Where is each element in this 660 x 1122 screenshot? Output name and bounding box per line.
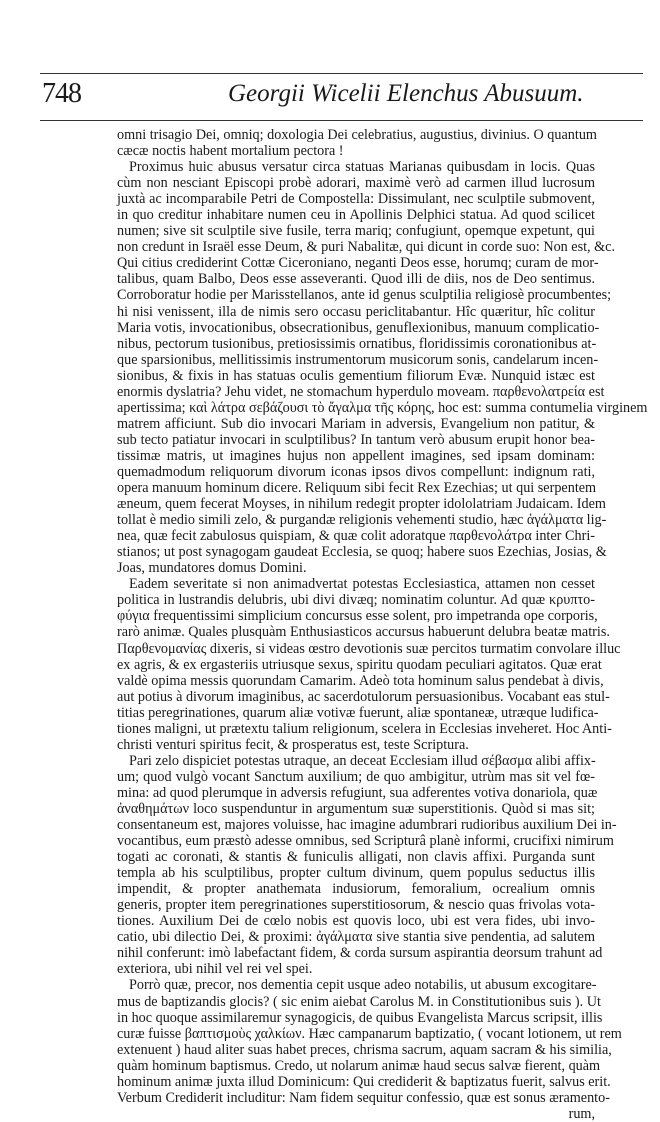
text-line: tiones maligni, ut prætextu talium religionum, scelera in Ecclesias inveheret. Hoc Anti- — [117, 720, 612, 737]
text-line: christi venturi spiritus fecit, & prosperatus est, teste Scriptura. — [117, 736, 469, 753]
text-line: aut potius à divorum imaginibus, ac sacerdotulorum persuasionibus. Vocabant eas stul- — [117, 688, 610, 705]
text-line: generis, propter item peregrinationes superstitiosorum, & nescio quas frivolas vota- — [117, 897, 595, 914]
text-line: in hoc quoque assimilaremur synagogicis, de quibus Evangelista Marcus scripsit, illis — [117, 1009, 603, 1026]
text-line: opera manuum hominum dicere. Reliquum sibi fecit Rex Ezechias; ut qui serpentem — [117, 480, 597, 497]
text-line: ex agris, & ex ergasteriis utriusque sexus, spiritu quodam peculiari agitatos. Quæ erat — [117, 656, 602, 673]
text-line: non credunt in Israël esse Deum, & puri Nabalitæ, qui dicunt in corde suo: Non est, &c. — [117, 239, 616, 256]
text-line: sub tecto patiatur invocari in sculptilibus? In tantum verò abusum erupit honor bea- — [117, 431, 595, 448]
text-line: tiones. Auxilium Dei de cœlo nobis est quovis loco, ubi est vera fides, ubi invo- — [117, 913, 595, 930]
text-line: vocantibus, eum præstò adesse omnibus, sed Scripturâ planè informi, crucifixi nimirum — [117, 833, 614, 850]
text-line: enormis dyslatria? Jehu videt, ne stomachum hyperdulo moveam. παρθενολατρεία est — [117, 383, 605, 400]
text-line: Eadem severitate si non animadvertat potestas Ecclesiastica, attamen non cesset — [129, 576, 595, 593]
text-line: Porrò quæ, precor, nos dementia cepit usque adeo notabilis, ut abusum excogitare- — [129, 977, 597, 994]
page-number: 748 — [42, 78, 81, 109]
text-line: titias peregrinationes, quarum aliæ votivæ fuerunt, aliæ spontaneæ, utræque ludifica- — [117, 704, 599, 721]
body-text — [117, 127, 648, 1122]
text-line: nibus, pectorum tusionibus, pretiosissimis ornatibus, floridissimis coronationibus at- — [117, 335, 597, 352]
text-line: Maria votis, invocationibus, obsecrationibus, genuflexionibus, manuum complicatio- — [117, 319, 600, 336]
text-line: exteriora, ubi nihil vel rei vel spei. — [117, 961, 313, 978]
text-line: hi nisi venissent, illa de nimis sero occasu periclitabantur. Hîc quæritur, hîc colitur — [117, 303, 595, 320]
text-line: mus de baptizandis glocis? ( sic enim aiebat Carolus M. in Constitutionibus suis ). Ut — [117, 993, 601, 1010]
text-line: valdè opima messis quorundam Camarim. Adeò tota hominum salus pendebat à divis, — [117, 672, 604, 689]
text-line: catio, ubi dilectio Dei, & proximi: ἀγάλματα sive stantia sive pendentia, ad salutem — [117, 929, 595, 946]
text-line: nihil conferunt: imò labefactant fidem, & corda sursum aspirantia deorsum trahunt ad — [117, 945, 603, 962]
text-line: Verbum Crediderit includitur: Nam fidem sequitur confessio, quæ est sonus æramento- — [117, 1089, 610, 1106]
text-line: extenuent ) haud aliter suas habet preces, chrisma sacrum, aquam sacram & his similia, — [117, 1041, 612, 1058]
text-line: politica in lustrandis delubris, ubi divi divæq; nominatim coluntur. Ad quæ κρυπτο- — [117, 592, 595, 609]
text-line: quemadmodum reliquorum divorum iconas ipsos divos compellunt: indignum rati, — [117, 463, 595, 480]
header-rule-bottom — [40, 120, 643, 121]
text-line: rum, — [568, 1105, 595, 1122]
text-line: um; quod vulgò vocant Sanctum auxilium; de quo ambigitur, utrùm mas sit vel fœ- — [117, 768, 595, 785]
running-title: Georgii Wicelii Elenchus Abusuum. — [228, 80, 584, 107]
text-line: Joas, mundatores domus Domini. — [117, 560, 307, 577]
text-line: Proximus huic abusus versatur circa statuas Marianas quibusdam in locis. Quas — [129, 159, 595, 176]
text-line: omni trisagio Dei, omniq; doxologia Dei celebratius, augustius, divinius. O quantum — [117, 127, 597, 143]
text-line: hominum animæ juxta illud Dominicum: Qui crediderit & baptizatus fuerit, salvus erit. — [117, 1073, 611, 1090]
text-line: matrem afficiunt. Sub dio invocari Mariam in adversis, Evangelium non patitur, & — [117, 415, 595, 432]
text-line: Corroboratur hodie per Marisstellanos, ante id genus sculptilia religiosè procumbentes; — [117, 287, 612, 304]
text-line: sionibus, & fixis in has statuas oculis gementium filiorum Evæ. Nunquid istæc est — [117, 367, 595, 384]
text-line: Pari zelo dispiciet potestas utraque, an deceat Ecclesiam illud σέβασμα alibi affix- — [129, 752, 596, 769]
text-line: φύγια frequentissimi simplicium concursus esse solent, pro impetranda ope corporis, — [117, 608, 598, 625]
text-line: togati ac coronati, & stantis & funiculis alligati, non clavis affixi. Purganda sunt — [117, 849, 595, 866]
text-line: cæcæ noctis habent mortalium pectora ! — [117, 143, 344, 160]
text-line: mina: ad quod plerumque in adversis refugiunt, sua adferentes votiva donariola, quæ — [117, 784, 598, 801]
text-line: cùm non nesciant Episcopi probè adorari, maximè verò ad carmen illud lucrosum — [117, 175, 595, 192]
text-line: impendit, & propter anathemata indusiorum, femoralium, ocrealium omnis — [117, 881, 595, 898]
text-line: quàm hominum baptismus. Credo, ut nolarum animæ haud secus salvæ fierent, quàm — [117, 1057, 601, 1074]
text-line: tollat è medio simili zelo, & purgandæ religionis vehementi studio, hæc ἀγάλματα lig- — [117, 512, 607, 529]
text-line: templa ab his sculptilibus, propter cultum divinum, quem populus seductus illis — [117, 865, 595, 882]
text-line: Παρθενομανίας dixeris, si videas œstro devotionis suæ percitos turmatim convolare illuc — [117, 640, 621, 657]
text-line: curæ fuisse βαπτισμοὺς χαλκίων. Hæc campanarum baptizatio, ( vocant lotionem, ut rem — [117, 1025, 622, 1042]
text-line: Qui citius crediderint Cottæ Ciceroniano, neganti Deos esse, horumq; curam de mor- — [117, 255, 599, 272]
text-line: stianos; ut post synagogam gaudeat Ecclesia, se quoq; habere suos Ezechias, Josias, & — [117, 544, 607, 561]
text-line: tissimæ matris, ut imagines hujus non appellent imagines, sed ipsam dominam: — [117, 447, 595, 464]
text-line: numen; sive sit sculptile sive fusile, terra mariq; confugiunt, opemque expetunt, qui — [117, 223, 595, 240]
header-rule-top — [40, 73, 643, 74]
text-line: que sparsionibus, mellitissimis instrumentorum musicorum sonis, candelarum incen- — [117, 351, 599, 368]
text-line: ἀναθημάτων loco suspenduntur in argumentum suæ superstitionis. Quòd si mas sit; — [117, 800, 595, 817]
text-line: apertissima; καὶ λάτρα σεβάζουσι τὸ ἄγαλμα τῆς κόρης, hoc est: summa contumelia virginem — [117, 399, 648, 416]
text-line: talibus, quam Balbo, Deos esse asseveranti. Quod illi de diis, nos de Deo sentimus. — [117, 271, 595, 288]
text-line: juxtà ac incomparabile Petri de Compostella: Dissimulant, nec sculptile submovent, — [117, 191, 595, 208]
text-line: consentaneum est, majores voluisse, hac imagine adumbrari rudioribus auxilium Dei in- — [117, 817, 617, 834]
text-line: nea, quæ fecit zabulosus quispiam, & quæ colit adoratque παρθενολάτρα inter Chri- — [117, 528, 595, 545]
text-line: æneum, quem fecerat Moyses, in nihilum redegit propter idololatriam Judaicam. Idem — [117, 496, 606, 513]
text-line: in quo creditur inhabitare numen ceu in Apollinis Delphici statua. Ad quod scilicet — [117, 207, 595, 224]
text-line: rarò animæ. Quales plusquàm Enthusiasticos accursus habuerunt delubra beatæ matris. — [117, 624, 610, 641]
